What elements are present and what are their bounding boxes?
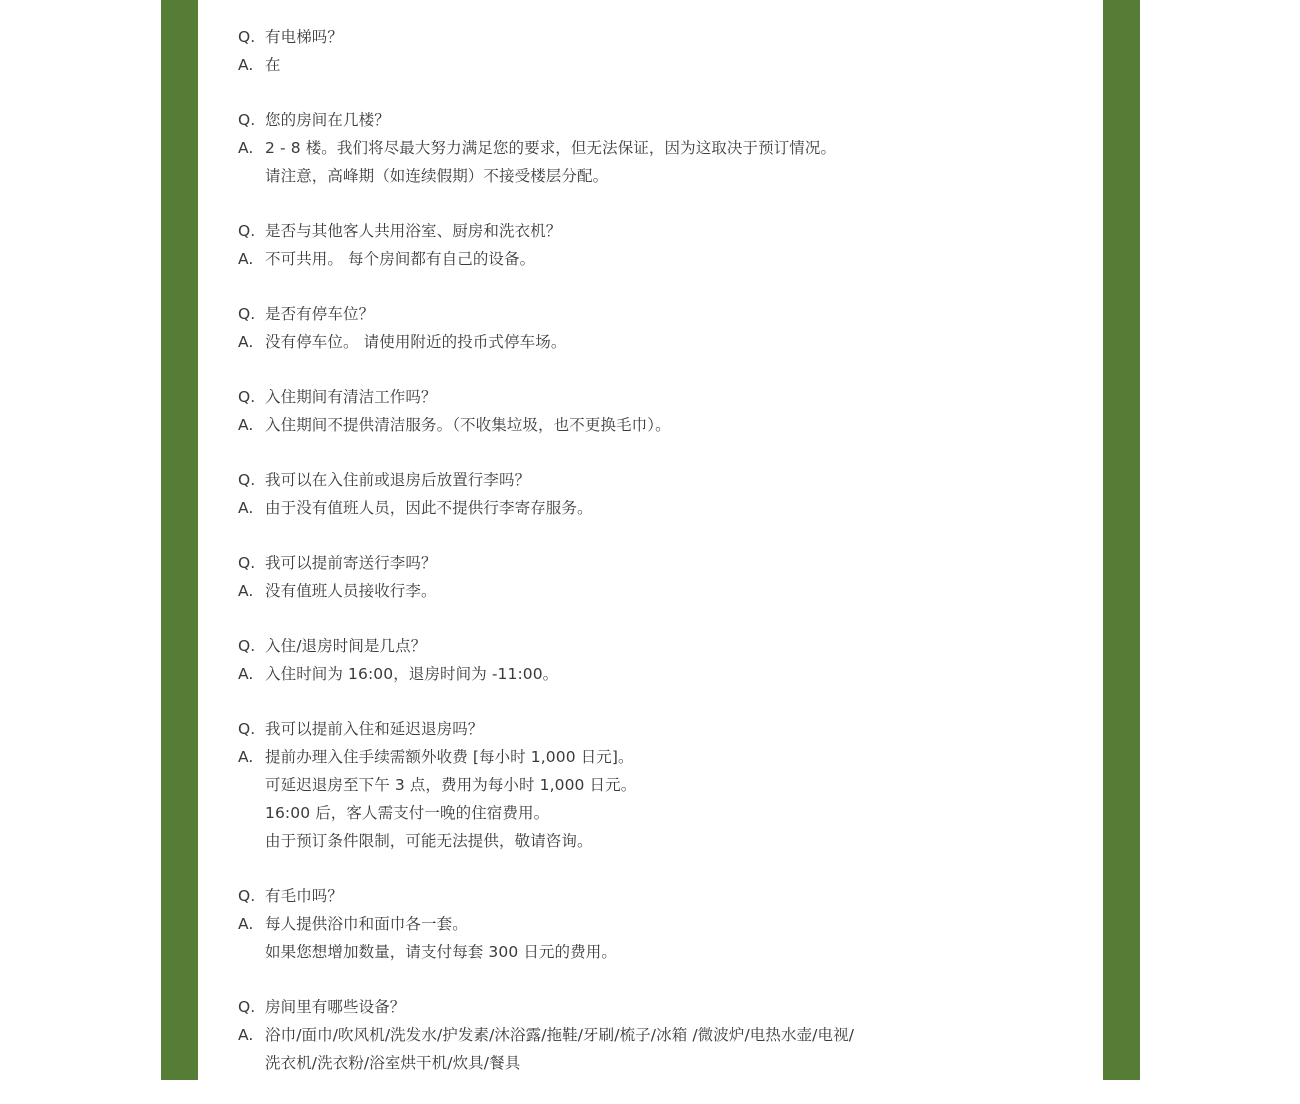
question-text: 入住/退房时间是几点？ — [265, 637, 427, 655]
faq-answer — [238, 411, 1088, 439]
answer-prefix: A. — [238, 250, 254, 268]
answer-text: 由于预订条件限制，可能无法提供，敬请咨询。 — [265, 832, 593, 850]
faq-question — [238, 549, 1088, 577]
answer-text: 如果您想增加数量，请支付每套 300 日元的费用。 — [265, 943, 617, 961]
faq-question — [238, 383, 1088, 411]
faq-item — [238, 106, 1088, 190]
faq-item — [238, 993, 1088, 1077]
answer-text: 不可共用。 每个房间都有自己的设备。 — [265, 250, 536, 268]
right-green-border — [1103, 0, 1140, 1080]
answer-prefix: A. — [238, 56, 254, 74]
answer-prefix: A. — [238, 1026, 254, 1044]
faq-question — [238, 715, 1088, 743]
answer-prefix: A. — [238, 748, 254, 766]
faq-question — [238, 466, 1088, 494]
answer-text: 提前办理入住手续需额外收费 [每小时 1,000 日元]。 — [265, 748, 634, 766]
answer-prefix: A. — [238, 139, 254, 157]
faq-item — [238, 549, 1088, 605]
faq-answer — [238, 910, 1088, 938]
answer-prefix: A. — [238, 582, 254, 600]
question-prefix: Q. — [238, 305, 256, 323]
answer-text: 由于没有值班人员，因此不提供行李寄存服务。 — [265, 499, 593, 517]
answer-text: 没有值班人员接收行李。 — [265, 582, 437, 600]
faq-answer — [238, 134, 1088, 162]
answer-text: 入住期间不提供清洁服务。（不收集垃圾，也不更换毛巾）。 — [265, 416, 671, 434]
question-prefix: Q. — [238, 637, 256, 655]
faq-question — [238, 993, 1088, 1021]
question-prefix: Q. — [238, 388, 256, 406]
question-prefix: Q. — [238, 111, 256, 129]
question-text: 您的房间在几楼？ — [265, 111, 390, 129]
faq-question — [238, 882, 1088, 910]
answer-text: 2 - 8 楼。我们将尽最大努力满足您的要求，但无法保证，因为这取决于预订情况。 — [265, 139, 837, 157]
question-text: 我可以提前入住和延迟退房吗？ — [265, 720, 484, 738]
question-prefix: Q. — [238, 222, 256, 240]
question-prefix: Q. — [238, 471, 256, 489]
faq-answer — [238, 245, 1088, 273]
question-text: 是否与其他客人共用浴室、厨房和洗衣机？ — [265, 222, 562, 240]
question-text: 我可以在入住前或退房后放置行李吗？ — [265, 471, 531, 489]
faq-question — [238, 106, 1088, 134]
faq-answer — [238, 494, 1088, 522]
faq-item — [238, 383, 1088, 439]
faq-answer — [238, 1021, 1088, 1049]
answer-prefix: A. — [238, 665, 254, 683]
question-text: 房间里有哪些设备？ — [265, 998, 406, 1016]
faq-answer-continued — [238, 827, 1088, 855]
faq-answer — [238, 328, 1088, 356]
faq-list — [238, 23, 1088, 1104]
question-text: 有毛巾吗？ — [265, 887, 344, 905]
answer-prefix: A. — [238, 499, 254, 517]
answer-text: 浴巾/面巾/吹风机/洗发水/护发素/沐浴露/拖鞋/牙刷/梳子/冰箱 /微波炉/电热水壶/电视/ — [265, 1026, 855, 1044]
faq-answer-continued — [238, 799, 1088, 827]
answer-text: 入住时间为 16:00，退房时间为 -11:00。 — [265, 665, 559, 683]
question-prefix: Q. — [238, 887, 256, 905]
faq-question — [238, 23, 1088, 51]
answer-prefix: A. — [238, 416, 254, 434]
answer-text: 可延迟退房至下午 3 点，费用为每小时 1,000 日元。 — [265, 776, 637, 794]
faq-answer-continued — [238, 1049, 1088, 1077]
question-text: 入住期间有清洁工作吗？ — [265, 388, 437, 406]
left-green-border — [161, 0, 198, 1080]
answer-text: 在 — [265, 56, 281, 74]
question-text: 我可以提前寄送行李吗？ — [265, 554, 437, 572]
faq-item — [238, 466, 1088, 522]
faq-item — [238, 217, 1088, 273]
faq-answer-continued — [238, 938, 1088, 966]
faq-item — [238, 632, 1088, 688]
question-prefix: Q. — [238, 28, 256, 46]
answer-text: 16:00 后，客人需支付一晚的住宿费用。 — [265, 804, 550, 822]
faq-item — [238, 882, 1088, 966]
answer-text: 没有停车位。 请使用附近的投币式停车场。 — [265, 333, 567, 351]
question-prefix: Q. — [238, 554, 256, 572]
faq-item — [238, 23, 1088, 79]
faq-question — [238, 632, 1088, 660]
faq-answer-continued — [238, 162, 1088, 190]
faq-item — [238, 300, 1088, 356]
answer-prefix: A. — [238, 915, 254, 933]
faq-item — [238, 715, 1088, 855]
question-prefix: Q. — [238, 720, 256, 738]
answer-text: 请注意，高峰期（如连续假期）不接受楼层分配。 — [265, 167, 609, 185]
faq-question — [238, 217, 1088, 245]
faq-answer-continued — [238, 771, 1088, 799]
question-text: 是否有停车位？ — [265, 305, 375, 323]
answer-prefix: A. — [238, 333, 254, 351]
question-prefix: Q. — [238, 998, 256, 1016]
faq-answer — [238, 743, 1088, 771]
faq-answer — [238, 660, 1088, 688]
faq-answer — [238, 577, 1088, 605]
answer-text: 洗衣机/洗衣粉/浴室烘干机/炊具/餐具 — [265, 1054, 521, 1072]
faq-answer — [238, 51, 1088, 79]
question-text: 有电梯吗？ — [265, 28, 344, 46]
faq-question — [238, 300, 1088, 328]
answer-text: 每人提供浴巾和面巾各一套。 — [265, 915, 468, 933]
